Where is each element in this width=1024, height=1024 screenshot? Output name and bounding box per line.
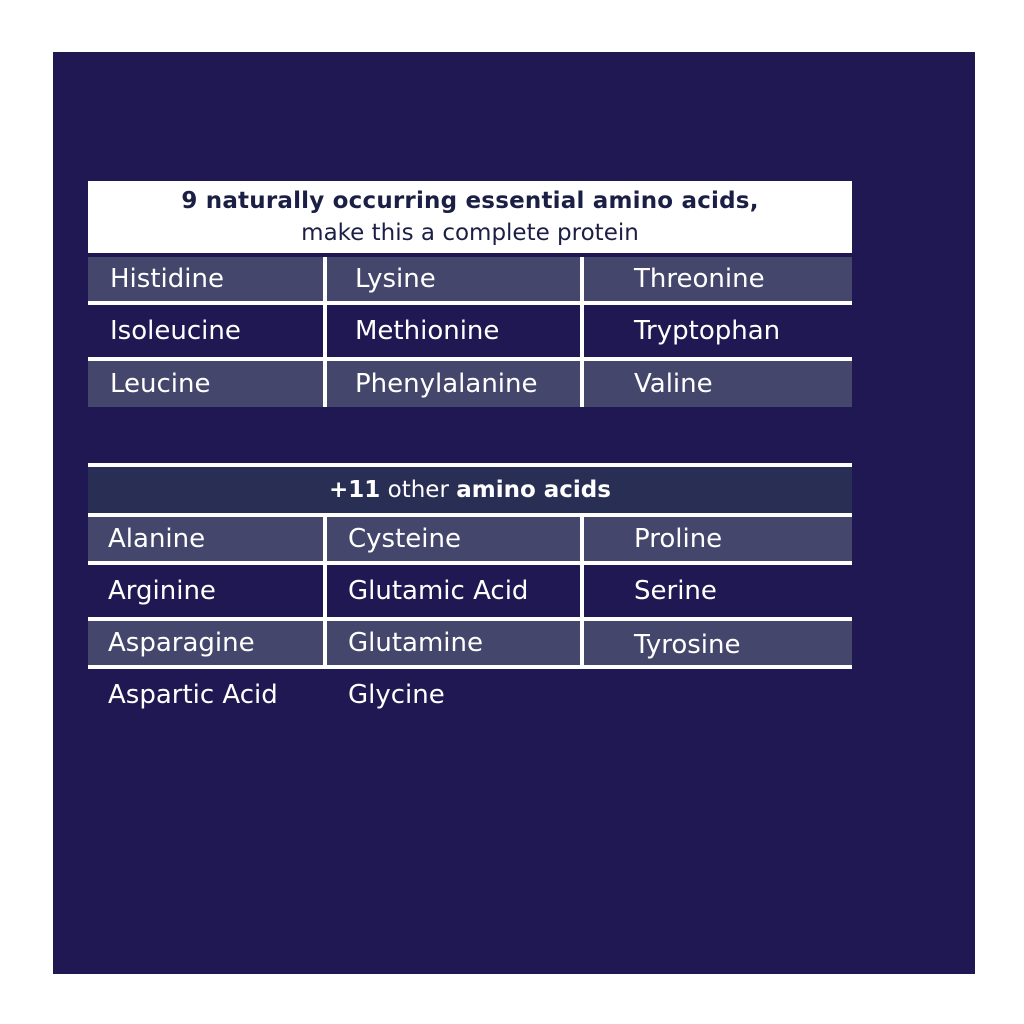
essential-cell: Isoleucine bbox=[110, 316, 241, 346]
other-cell: Tyrosine bbox=[634, 630, 741, 660]
essential-cell: Methionine bbox=[355, 316, 500, 346]
essential-cell: Histidine bbox=[110, 264, 224, 294]
other-count: +11 bbox=[329, 477, 381, 503]
essential-cell: Tryptophan bbox=[634, 316, 781, 346]
essential-cell: Threonine bbox=[634, 264, 765, 294]
other-cell: Serine bbox=[634, 576, 717, 606]
other-cell: Asparagine bbox=[108, 628, 255, 658]
essential-subtitle: make this a complete protein bbox=[301, 220, 639, 246]
essential-vline-2 bbox=[580, 257, 584, 407]
other-vline-2 bbox=[580, 517, 584, 665]
other-end: amino acids bbox=[456, 477, 611, 503]
essential-cell: Lysine bbox=[355, 264, 436, 294]
essential-cell: Leucine bbox=[110, 369, 211, 399]
other-cell: Alanine bbox=[108, 524, 206, 554]
essential-vline-1 bbox=[323, 257, 327, 407]
other-cell: Arginine bbox=[108, 576, 216, 606]
essential-title: 9 naturally occurring essential amino acids, bbox=[181, 188, 759, 214]
other-cell: Aspartic Acid bbox=[108, 680, 278, 710]
other-cell: Glutamine bbox=[348, 628, 484, 658]
other-cell: Glutamic Acid bbox=[348, 576, 529, 606]
essential-cell: Phenylalanine bbox=[355, 369, 538, 399]
other-header bbox=[88, 467, 852, 513]
essential-header bbox=[88, 181, 852, 253]
other-cell: Glycine bbox=[348, 680, 445, 710]
essential-cell: Valine bbox=[634, 369, 713, 399]
other-mid: other bbox=[387, 477, 449, 503]
other-vline-1 bbox=[323, 517, 327, 665]
other-cell: Cysteine bbox=[348, 524, 461, 554]
other-cell: Proline bbox=[634, 524, 723, 554]
